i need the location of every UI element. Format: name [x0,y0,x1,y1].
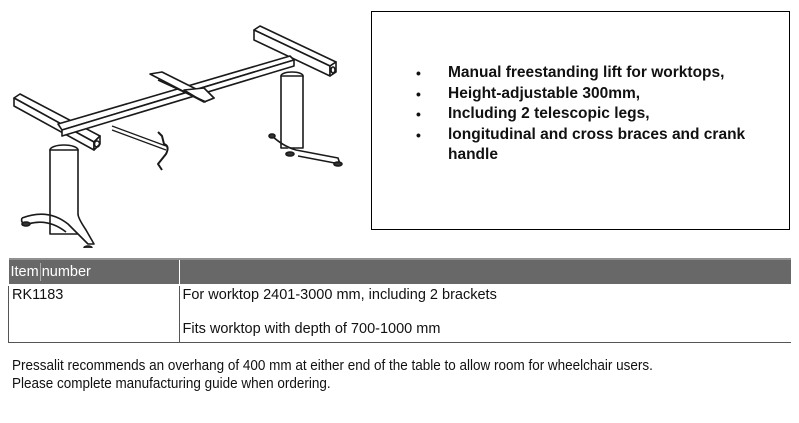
feature-item [372,63,748,84]
feature-box [371,11,790,230]
bullet-icon: • [416,106,421,122]
feature-item [372,84,748,105]
item-number-header [9,259,180,285]
ordering-note [12,357,653,393]
feature-text: longitudinal and cross braces and crank handle [448,125,746,163]
description-header [179,259,791,285]
table-lift-frame-illustration [8,18,348,248]
note-line-1: Pressalit recommends an overhang of 400 mm at either end of the table to allow room for wheelchair users. [12,358,653,374]
bullet-icon: • [416,126,421,143]
item-table [8,258,791,343]
item-number-cell: RK1183 [9,285,180,343]
feature-item [372,104,748,125]
bullet-icon: • [416,65,421,81]
table-row [9,285,792,343]
description-cell [179,285,791,343]
bullet-icon: • [416,85,421,102]
feature-text: Including 2 telescopic legs, [448,105,650,122]
note-line-2: Please complete manufacturing guide when ordering. [12,376,331,392]
feature-list [372,63,748,166]
header-separator [40,263,41,281]
header-item-text: Item [10,263,39,280]
feature-text: Height-adjustable 300mm, [448,84,641,102]
description-line-2: Fits worktop with depth of 700-1000 mm [182,321,441,337]
description-line-1: For worktop 2401-3000 mm, including 2 brackets [182,287,497,303]
table-header-row [9,259,792,285]
header-number-text: number [41,263,91,280]
feature-text: Manual freestanding lift for worktops, [448,64,725,81]
feature-item [372,125,748,166]
